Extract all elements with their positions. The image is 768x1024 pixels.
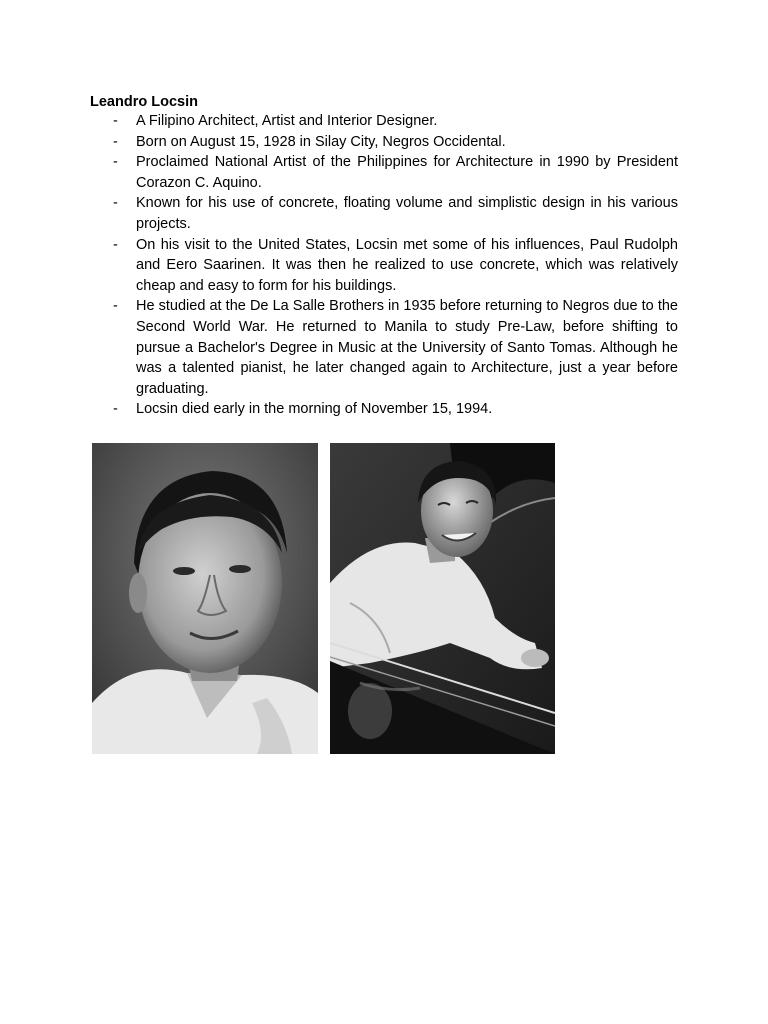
bullet-text: Locsin died early in the morning of November 15, 1994. bbox=[136, 401, 493, 418]
list-item bbox=[90, 235, 678, 297]
list-item bbox=[90, 152, 678, 193]
bullet-list bbox=[90, 111, 678, 420]
bullet-text: A Filipino Architect, Artist and Interior Designer. bbox=[136, 113, 438, 129]
bullet-dash: - bbox=[113, 401, 118, 418]
bullet-dash: - bbox=[113, 133, 118, 150]
list-item bbox=[90, 132, 678, 153]
bullet-text: Proclaimed National Artist of the Philippines for Architecture in 1990 by President Corazon C. Aquino. bbox=[136, 154, 678, 191]
document-title: Leandro Locsin bbox=[90, 94, 198, 110]
list-item bbox=[90, 296, 678, 399]
bullet-dash: - bbox=[113, 154, 118, 171]
bullet-dash: - bbox=[113, 113, 118, 129]
bullet-dash: - bbox=[113, 298, 118, 315]
bullet-dash: - bbox=[113, 195, 118, 212]
bullet-text: On his visit to the United States, Locsin met some of his influences, Paul Rudolph and Eero Saarinen. It was then he realized to use concrete, which was relatively cheap and easy to form for his buildings. bbox=[136, 236, 678, 294]
piano-photo bbox=[330, 443, 555, 754]
list-item bbox=[90, 193, 678, 234]
bullet-text: Born on August 15, 1928 in Silay City, Negros Occidental. bbox=[136, 133, 506, 150]
list-item bbox=[90, 111, 678, 132]
bullet-dash: - bbox=[113, 236, 118, 253]
bullet-text: He studied at the De La Salle Brothers in 1935 before returning to Negros due to the Second World War. He returned to Manila to study Pre-Law, before shifting to pursue a Bachelor's Degree in Music at the University of Santo Tomas. Although he was a talented pianist, he later changed again to Architecture, just a year before graduating. bbox=[136, 298, 678, 397]
portrait-photo bbox=[92, 443, 318, 754]
portrait-photo-icon bbox=[92, 443, 318, 754]
bullet-text: Known for his use of concrete, floating volume and simplistic design in his various projects. bbox=[136, 195, 678, 232]
piano-photo-icon bbox=[330, 443, 555, 754]
list-item bbox=[90, 399, 678, 420]
